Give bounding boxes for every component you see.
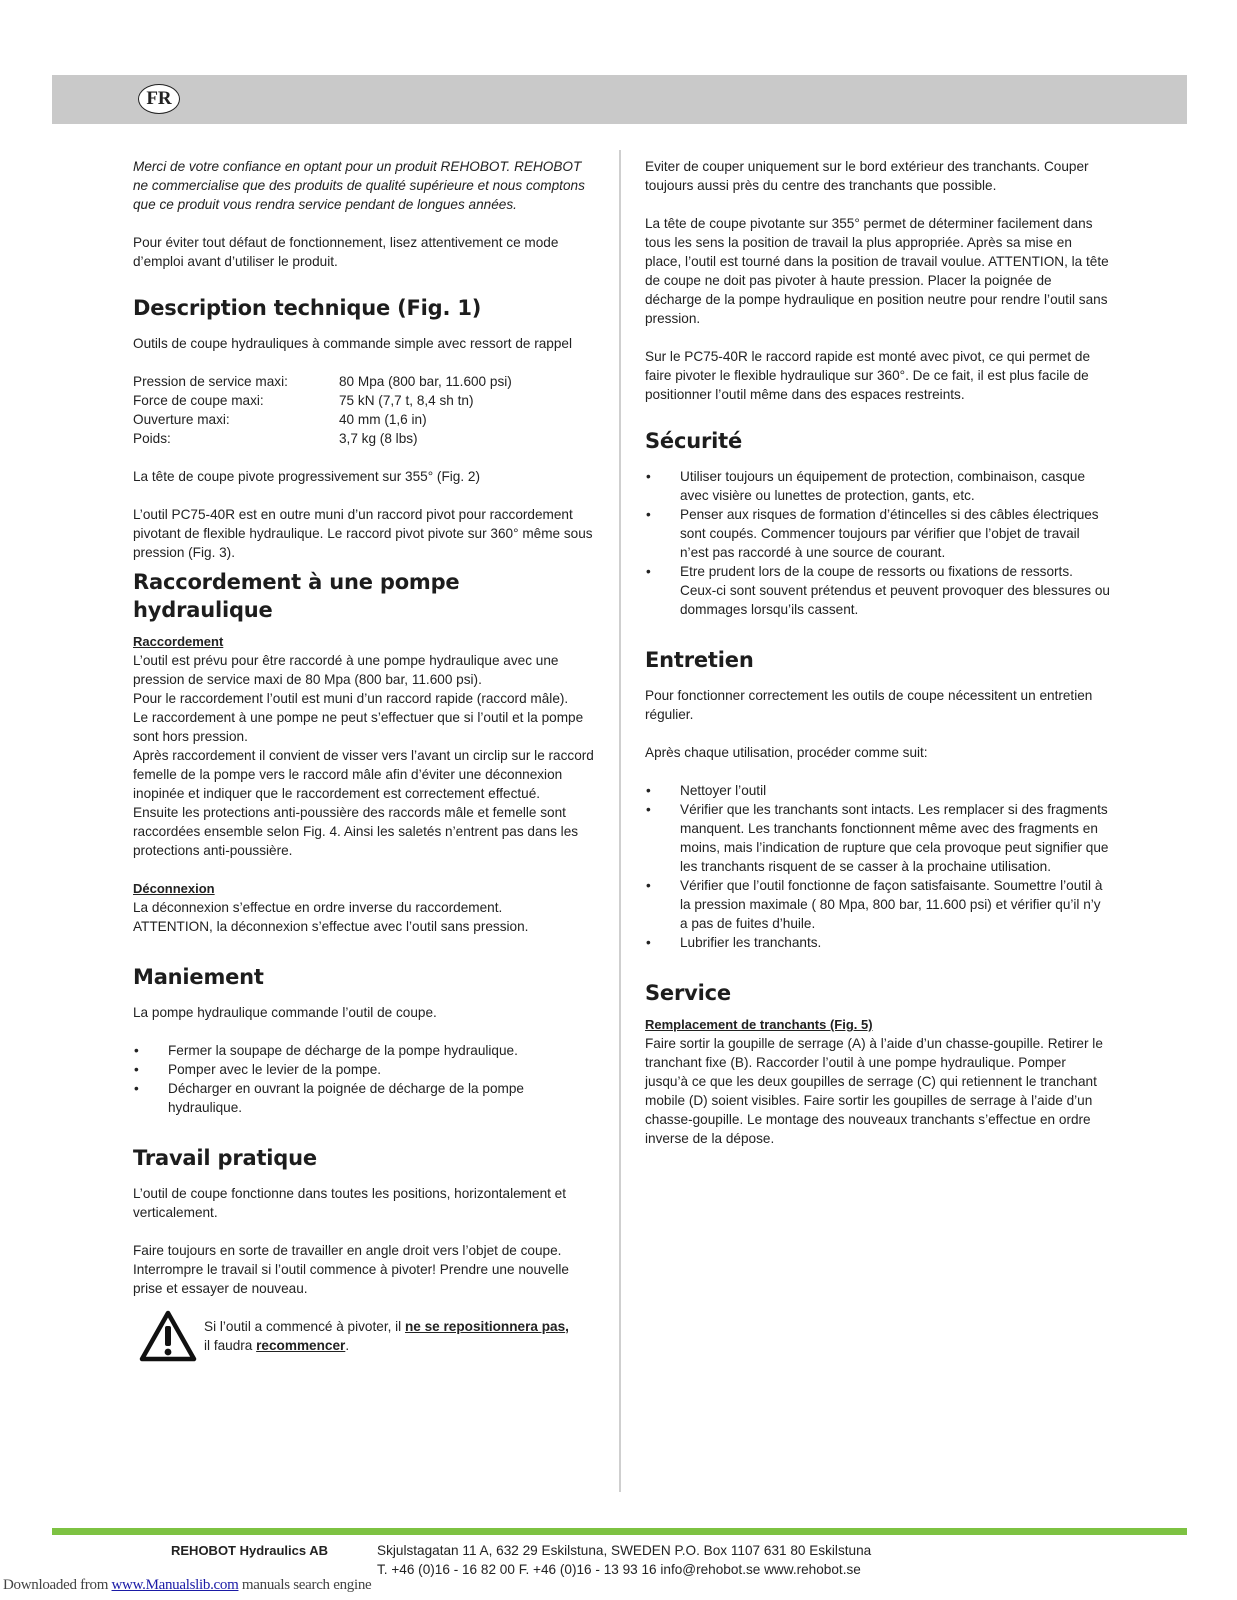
list-item: • Pomper avec le levier de la pompe. [133, 1060, 598, 1079]
header-bar [52, 75, 1187, 124]
connection-line: Après raccordement il convient de visser vers l’avant un circlip sur le raccord femelle de la pompe vers le raccord mâle afin d’éviter une déconnexion inopinée et indiquer que le raccordement est correctement effectué. [133, 748, 594, 801]
cutting-advice: Eviter de couper uniquement sur le bord extérieur des tranchants. Couper toujours aussi près du centre des tranchants que possible. [645, 159, 1089, 193]
list-item: • Vérifier que les tranchants sont intacts. Les remplacer si des fragments manquent. Les tranchants fonctionnent même avec des fragments en moins, mais l’indication de rupture que cela provoque peut signifier que les tranchants risquent de se casser à la prochaine utilisation. [645, 800, 1110, 876]
list-item: • Fermer la soupape de décharge de la pompe hydraulique. [133, 1041, 598, 1060]
handling-text: La pompe hydraulique commande l’outil de coupe. [133, 1005, 437, 1020]
rotating-head-text: La tête de coupe pivotante sur 355° permet de déterminer facilement dans tous les sens la position de travail la plus appropriée. Après sa mise en place, l’outil est tourné dans la position de travail voulue. ATTENTION, la tête de coupe ne doit pas pivoter à haute pression. Placer la poignée de décharge de la pompe hydraulique en position neutre pour rendre l’outil sans pression. [645, 216, 1109, 326]
maintenance-text-2: Après chaque utilisation, procéder comme suit: [645, 745, 928, 760]
section-title-practical-work: Travail pratique [133, 1146, 317, 1170]
language-badge: FR [138, 84, 180, 114]
intro-paragraph-2: Pour éviter tout défaut de fonctionnement, lisez attentivement ce mode d’emploi avant d’utiliser le produit. [133, 235, 559, 269]
warning-triangle-icon [139, 1310, 197, 1362]
manualslib-link[interactable]: www.Manualslib.com [111, 1577, 239, 1593]
column-divider [619, 150, 621, 1492]
handling-list [133, 1041, 598, 1117]
practical-work-text-2: Faire toujours en sorte de travailler en angle droit vers l’objet de coupe. Interrompre le travail si l’outil commence à pivoter! Prendre une nouvelle prise et essayer de nouveau. [133, 1243, 569, 1296]
spec-table [133, 372, 598, 448]
spec-row: Ouverture maxi: 40 mm (1,6 in) [133, 412, 427, 427]
spec-row: Pression de service maxi: 80 Mpa (800 bar, 11.600 psi) [133, 374, 512, 389]
section-title-description: Description technique (Fig. 1) [133, 296, 482, 320]
connection-line: Le raccordement à une pompe ne peut s’effectuer que si l’outil et la pompe sont hors pression. [133, 710, 584, 744]
subheading-disconnection: Déconnexion [133, 881, 215, 896]
spec-row: Poids: 3,7 kg (8 lbs) [133, 431, 418, 446]
list-item: • Vérifier que l’outil fonctionne de façon satisfaisante. Soumettre l’outil à la pression maximale ( 80 Mpa, 800 bar, 11.600 psi) et vérifier qu’il n’y a pas de fuites d’huile. [645, 876, 1110, 933]
list-item: • Etre prudent lors de la coupe de ressorts ou fixations de ressorts. Ceux-ci sont souvent prétendus et peuvent provoquer des blessures ou dommages lorsqu’ils cassent. [645, 562, 1110, 619]
intro-paragraph: Merci de votre confiance en optant pour un produit REHOBOT. REHOBOT ne commercialise que des produits de qualité supérieure et nous comptons que ce produit vous rendra service pendant de longues années. [133, 159, 585, 212]
right-column [645, 157, 1110, 1148]
subheading-blade-replacement: Remplacement de tranchants (Fig. 5) [645, 1017, 873, 1032]
warning-text: Si l’outil a commencé à pivoter, il ne se repositionnera pas, il faudra recommencer. [204, 1319, 569, 1353]
description-rotation: La tête de coupe pivote progressivement sur 355° (Fig. 2) [133, 469, 480, 484]
service-text: Faire sortir la goupille de serrage (A) à l’aide d’un chasse-goupille. Retirer le tranchant fixe (B). Raccorder l’outil à une pompe hydraulique. Pomper jusqu’à ce que les deux goupilles de serrage (C) qui retiennent le tranchant mobile (D) soient visibles. Faire sortir les goupilles de serrage à l’aide d’un chasse-goupille. Le montage des nouveaux tranchants s’effectue en ordre inverse de la dépose. [645, 1036, 1103, 1146]
connection-line: L’outil est prévu pour être raccordé à une pompe hydraulique avec une pression de service maxi de 80 Mpa (800 bar, 11.600 psi). [133, 653, 559, 687]
practical-work-text: L’outil de coupe fonctionne dans toutes les positions, horizontalement et verticalement. [133, 1186, 567, 1220]
list-item: • Utiliser toujours un équipement de protection, combinaison, casque avec visière ou lunettes de protection, gants, etc. [645, 467, 1110, 505]
section-title-safety: Sécurité [645, 429, 743, 453]
disconnection-line: ATTENTION, la déconnexion s’effectue avec l’outil sans pression. [133, 919, 529, 934]
connection-line: Ensuite les protections anti-poussière des raccords mâle et femelle sont raccordées ensemble selon Fig. 4. Ainsi les saletés n’entrent pas dans les protections anti-poussière. [133, 805, 579, 858]
section-title-handling: Maniement [133, 965, 264, 989]
spec-row: Force de coupe maxi: 75 kN (7,7 t, 8,4 sh tn) [133, 393, 474, 408]
list-item: • Nettoyer l’outil [645, 781, 1110, 800]
footer-contact-line: T. +46 (0)16 - 16 82 00 F. +46 (0)16 - 13 93 16 info@rehobot.se www.rehobot.se [377, 1562, 861, 1577]
subheading-connection: Raccordement [133, 634, 224, 649]
maintenance-list [645, 781, 1110, 952]
connection-line: Pour le raccordement l’outil est muni d’un raccord rapide (raccord mâle). [133, 691, 569, 706]
section-title-connection: Raccordement à une pompe hydraulique [133, 570, 460, 622]
list-item: • Décharger en ouvrant la poignée de décharge de la pompe hydraulique. [133, 1079, 598, 1117]
maintenance-text: Pour fonctionner correctement les outils de coupe nécessitent un entretien régulier. [645, 688, 1093, 722]
download-notice: Downloaded from www.Manualslib.com manuals search engine [3, 1577, 372, 1593]
footer-company: REHOBOT Hydraulics AB [171, 1543, 328, 1558]
footer-address [377, 1541, 871, 1579]
quick-coupler-text: Sur le PC75-40R le raccord rapide est monté avec pivot, ce qui permet de faire pivoter le flexible hydraulique sur 360°. De ce fait, il est plus facile de positionner l’outil même dans des espaces restreints. [645, 349, 1091, 402]
warning-note [139, 1310, 598, 1362]
section-title-service: Service [645, 981, 731, 1005]
footer-accent-line [52, 1528, 1187, 1535]
disconnection-line: La déconnexion s’effectue en ordre inverse du raccordement. [133, 900, 503, 915]
footer-address-line: Skjulstagatan 11 A, 632 29 Eskilstuna, SWEDEN P.O. Box 1107 631 80 Eskilstuna [377, 1543, 872, 1558]
description-pivot: L’outil PC75-40R est en outre muni d’un raccord pivot pour raccordement pivotant de flexible hydraulique. Le raccord pivot pivote sur 360° même sous pression (Fig. 3). [133, 507, 593, 560]
description-text: Outils de coupe hydrauliques à commande simple avec ressort de rappel [133, 336, 573, 351]
list-item: • Penser aux risques de formation d’étincelles si des câbles électriques sont coupés. Commencer toujours par vérifier que l’objet de travail n’est pas raccordé à une source de courant. [645, 505, 1110, 562]
left-column [133, 157, 598, 1362]
list-item: • Lubrifier les tranchants. [645, 933, 1110, 952]
safety-list [645, 467, 1110, 619]
section-title-maintenance: Entretien [645, 648, 754, 672]
